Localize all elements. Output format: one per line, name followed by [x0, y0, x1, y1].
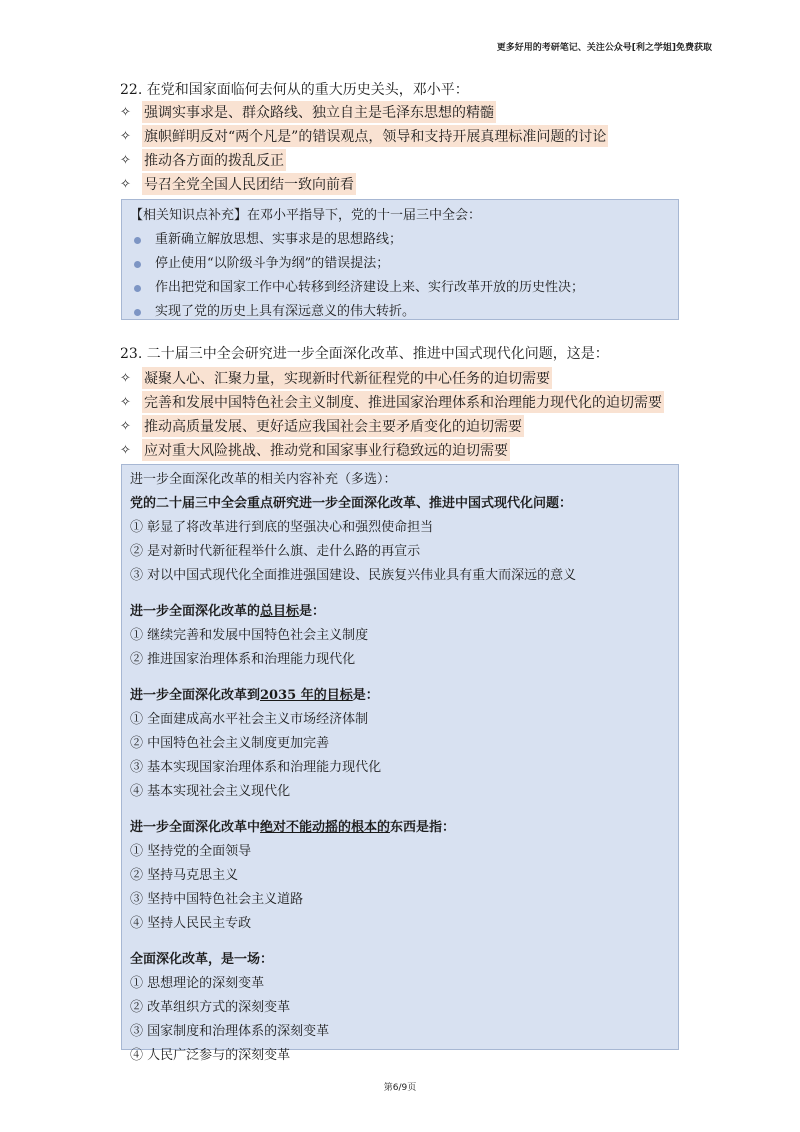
list-item: ③ 基本实现国家治理体系和治理能力现代化 — [130, 760, 382, 775]
list-item: ① 继续完善和发展中国特色社会主义制度 — [130, 628, 369, 643]
page-number: 第6/9页 — [383, 1083, 417, 1093]
list-item: ② 中国特色社会主义制度更加完善 — [130, 736, 330, 751]
list-item: ② 推进国家治理体系和治理能力现代化 — [130, 652, 356, 667]
section-title: 党的二十届三中全会重点研究进一步全面深化改革、推进中国式现代化问题： — [130, 496, 573, 511]
diamond-bullet-icon: ✧ — [120, 152, 131, 168]
diamond-bullet-icon: ✧ — [120, 418, 131, 434]
dot-bullet-icon — [134, 309, 141, 316]
list-item: ① 思想理论的深刻变革 — [130, 976, 265, 991]
list-item: ✧ 强调实事求是、群众路线、独立自主是毛泽东思想的精髓 — [120, 100, 680, 124]
header-note: 更多好用的考研笔记、关注公众号[利之学姐]免费获取 — [496, 43, 712, 53]
section-title: 进一步全面深化改革的总目标是： — [130, 604, 326, 619]
list-item: ✧ 号召全党全国人民团结一致向前看 — [120, 172, 680, 196]
dot-bullet-icon — [134, 261, 141, 268]
list-item: ④ 基本实现社会主义现代化 — [130, 784, 291, 799]
list-item: ✧ 凝聚人心、汇聚力量，实现新时代新征程党的中心任务的迫切需要 — [120, 366, 680, 390]
diamond-bullet-icon: ✧ — [120, 442, 131, 458]
section-title: 进一步全面深化改革中绝对不能动摇的根本的东西是指： — [130, 820, 456, 835]
list-item: ✧ 完善和发展中国特色社会主义制度、推进国家治理体系和治理能力现代化的迫切需要 — [120, 390, 680, 414]
list-item: ③ 国家制度和治理体系的深刻变革 — [130, 1024, 330, 1039]
diamond-bullet-icon: ✧ — [120, 394, 131, 410]
list-item: 重新确立解放思想、实事求是的思想路线； — [130, 228, 678, 252]
list-item: ② 是对新时代新征程举什么旗、走什么路的再宣示 — [130, 544, 421, 559]
supplement-heading: 【相关知识点补充】在邓小平指导下，党的十一届三中全会： — [130, 208, 482, 223]
list-item: ② 改革组织方式的深刻变革 — [130, 1000, 291, 1015]
list-item: 实现了党的历史上具有深远意义的伟大转折。 — [130, 300, 678, 324]
section-title: 全面深化改革，是一场： — [130, 952, 274, 967]
question-22-bullets — [120, 100, 680, 196]
question-23-title: 23. 二十届三中全会研究进一步全面深化改革、推进中国式现代化问题，这是： — [120, 346, 609, 362]
list-item: ③ 坚持中国特色社会主义道路 — [130, 892, 304, 907]
list-item: 作出把党和国家工作中心转移到经济建设上来、实行改革开放的历史性决； — [130, 276, 678, 300]
diamond-bullet-icon: ✧ — [120, 104, 131, 120]
diamond-bullet-icon: ✧ — [120, 128, 131, 144]
list-item: ④ 坚持人民民主专政 — [130, 916, 252, 931]
question-22-title: 22. 在党和国家面临何去何从的重大历史关头，邓小平： — [120, 82, 469, 98]
list-item: ① 全面建成高水平社会主义市场经济体制 — [130, 712, 369, 727]
question-23-bullets — [120, 366, 680, 462]
dot-bullet-icon — [134, 237, 141, 244]
diamond-bullet-icon: ✧ — [120, 176, 131, 192]
supplement-heading: 进一步全面深化改革的相关内容补充（多选）： — [130, 472, 397, 487]
list-item: ✧ 旗帜鲜明反对“两个凡是”的错误观点，领导和支持开展真理标准问题的讨论 — [120, 124, 680, 148]
list-item: ② 坚持马克思主义 — [130, 868, 239, 883]
list-item: ✧ 推动各方面的拨乱反正 — [120, 148, 680, 172]
list-item: ✧ 应对重大风险挑战、推动党和国家事业行稳致远的迫切需要 — [120, 438, 680, 462]
list-item: ① 彰显了将改革进行到底的坚强决心和强烈使命担当 — [130, 520, 434, 535]
diamond-bullet-icon: ✧ — [120, 370, 131, 386]
list-item: ③ 对以中国式现代化全面推进强国建设、民族复兴伟业具有重大而深远的意义 — [130, 568, 577, 583]
list-item: ④ 人民广泛参与的深刻变革 — [130, 1048, 291, 1063]
dot-bullet-icon — [134, 285, 141, 292]
list-item: ✧ 推动高质量发展、更好适应我国社会主要矛盾变化的迫切需要 — [120, 414, 680, 438]
list-item: ① 坚持党的全面领导 — [130, 844, 252, 859]
supplement-box-22 — [121, 199, 679, 320]
section-title: 进一步全面深化改革到2035 年的目标是： — [130, 688, 379, 703]
supplement-box-23 — [121, 464, 679, 1063]
list-item: 停止使用“以阶级斗争为纲”的错误提法； — [130, 252, 678, 276]
